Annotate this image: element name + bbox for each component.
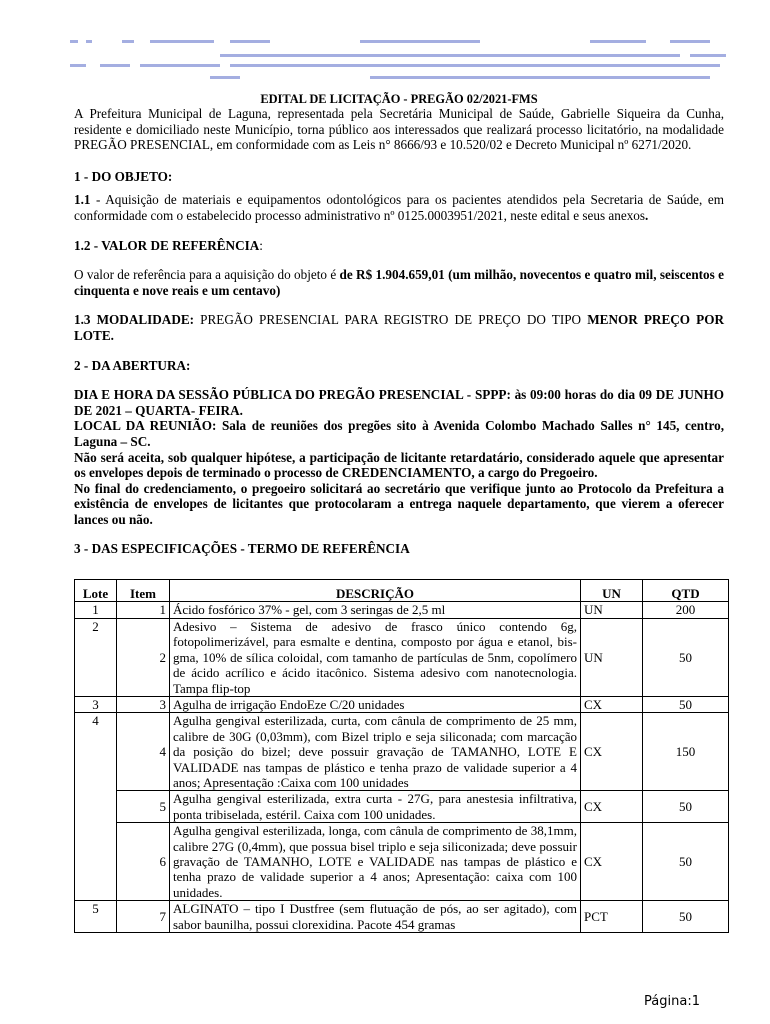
cell-descricao: Adesivo – Sistema de adesivo de frasco único contendo 6g, fotopolimerizável, para esmalte e dentina, composto por água e etanol, bis-gma, 10% de sílica coloidal, com tamanho de partículas de 5nm, copolímero de ácido acrílico e ácido itacônico. Sistema adesivo com nanotecnologia. Tampa flip-top <box>170 618 581 696</box>
cell-lote: 1 <box>75 602 117 618</box>
table-row <box>75 696 729 712</box>
cell-qtd: 200 <box>643 602 729 618</box>
cell-item: 5 <box>117 791 170 823</box>
page-number: Página:1 <box>644 994 700 1009</box>
cell-un: CX <box>581 713 643 791</box>
cell-item: 6 <box>117 823 170 901</box>
cell-lote: 2 <box>75 618 117 696</box>
header-noise-line-4 <box>70 76 726 86</box>
reference-value-lead: O valor de referência para a aquisição do objeto é <box>74 267 340 283</box>
opening-date-time: DIA E HORA DA SESSÃO PÚBLICA DO PREGÃO PRESENCIAL - SPPP: às 09:00 horas do dia 09 DE JUNHO DE 2021 – QUARTA- FEIRA. <box>74 387 724 418</box>
section-1-3-type: MENOR PREÇO POR LOTE. <box>74 312 724 343</box>
cell-lote: 3 <box>75 696 117 712</box>
col-qtd: QTD <box>643 580 729 602</box>
cell-item: 2 <box>117 618 170 696</box>
table-row <box>75 713 729 791</box>
section-1-3-label: 1.3 MODALIDADE: <box>74 312 195 328</box>
section-1-2-text <box>74 267 724 298</box>
col-un: UN <box>581 580 643 602</box>
cell-un: CX <box>581 823 643 901</box>
col-item: Item <box>117 580 170 602</box>
edital-title: EDITAL DE LICITAÇÃO - PREGÃO 02/2021-FMS <box>260 92 538 106</box>
section-3-heading: 3 - DAS ESPECIFICAÇÕES - TERMO DE REFERÊNCIA <box>74 541 410 557</box>
cell-qtd: 50 <box>643 823 729 901</box>
table-row <box>75 823 729 901</box>
section-1-1-label: 1.1 <box>74 192 91 208</box>
reference-value-amount: de R$ 1.904.659,01 (um milhão, novecentos e quatro mil, seiscentos e cinquenta e nove reais e um centavo) <box>74 267 724 298</box>
header-noise-line-2 <box>70 54 726 64</box>
section-1-1-end: . <box>645 207 649 223</box>
cell-descricao: Agulha gengival esterilizada, extra curta - 27G, para anestesia infiltrativa, ponta tribiselada, estéril. Caixa com 100 unidades. <box>170 791 581 823</box>
cell-lote: 5 <box>75 901 117 933</box>
cell-item: 1 <box>117 602 170 618</box>
cell-descricao: Agulha gengival esterilizada, longa, com cânula de comprimento de 38,1mm, calibre 27G (0,4mm), que possua bisel triplo e seja siliconizada; deve possuir gravação de TAMANHO, LOTE e VALIDADE nas tampas de plástico e tenha prazo de validade superior a 4 anos; Apresentação: caixa com 100 unidades. <box>170 823 581 901</box>
cell-lote: 4 <box>75 713 117 901</box>
reference-table <box>74 579 729 933</box>
section-1-3-text: PREGÃO PRESENCIAL PARA REGISTRO DE PREÇO DO TIPO <box>194 312 588 328</box>
section-1-2-title: 1.2 - VALOR DE REFERÊNCIA <box>74 237 260 253</box>
cell-item: 4 <box>117 713 170 791</box>
cell-descricao: Ácido fosfórico 37% - gel, com 3 seringas de 2,5 ml <box>170 602 581 618</box>
cell-un: UN <box>581 618 643 696</box>
section-1-2-heading <box>74 238 724 254</box>
cell-qtd: 50 <box>643 791 729 823</box>
section-1-3 <box>74 312 724 343</box>
table-row <box>75 602 729 618</box>
section-1-1 <box>74 192 724 223</box>
header-noise-line-3 <box>70 64 726 74</box>
table-row <box>75 901 729 933</box>
cell-item: 3 <box>117 696 170 712</box>
section-1-heading: 1 - DO OBJETO: <box>74 168 173 184</box>
cell-item: 7 <box>117 901 170 933</box>
credentialing-note: No final do credenciamento, o pregoeiro solicitará ao secretário que verifique junto ao Protocolo da Prefeitura a existência de envelopes de licitantes que protocolaram a entrega naquele departamento, que vierem a oferecer lances ou não. <box>74 480 724 527</box>
section-2-heading: 2 - DA ABERTURA: <box>74 357 191 373</box>
cell-descricao: Agulha de irrigação EndoEze C/20 unidades <box>170 696 581 712</box>
cell-descricao: ALGINATO – tipo I Dustfree (sem flutuação de pós, ao ser agitado), com sabor baunilha, possui clorexidina. Pacote 454 gramas <box>170 901 581 933</box>
header-noise-line-1 <box>70 40 726 50</box>
cell-qtd: 50 <box>643 696 729 712</box>
table-header-row <box>75 580 729 602</box>
cell-un: CX <box>581 696 643 712</box>
cell-descricao: Agulha gengival esterilizada, curta, com cânula de comprimento de 25 mm, calibre de 30G (0,03mm), com Bizel triplo e seja siliconada; com marcação da posição do bizel; deve possuir gravação de TAMANHO, LOTE E VALIDADE nas tampas de plástico e tenha prazo de validade superior a 4 anos; Apresentação :Caixa com 100 unidades <box>170 713 581 791</box>
table-row <box>75 791 729 823</box>
cell-qtd: 50 <box>643 618 729 696</box>
table-row <box>75 618 729 696</box>
col-descricao: DESCRIÇÃO <box>170 580 581 602</box>
late-bidder-notice: Não será aceita, sob qualquer hipótese, a participação de licitante retardatário, considerado aquele que apresentar os envelopes depois de terminado o processo de CREDENCIAMENTO, a cargo do Pregoeiro. <box>74 449 724 481</box>
cell-qtd: 50 <box>643 901 729 933</box>
col-lote: Lote <box>75 580 117 602</box>
meeting-location: LOCAL DA REUNIÃO: Sala de reuniões dos pregões sito à Avenida Colombo Machado Salles n° 145, centro, Laguna – SC. <box>74 418 724 449</box>
cell-un: UN <box>581 602 643 618</box>
document-body <box>74 93 724 933</box>
cell-qtd: 150 <box>643 713 729 791</box>
section-1-2-colon: : <box>259 237 263 253</box>
cell-un: PCT <box>581 901 643 933</box>
intro-paragraph: A Prefeitura Municipal de Laguna, representada pela Secretária Municipal de Saúde, Gabrielle Siqueira da Cunha, residente e domiciliado neste Município, torna público aos interessados que realizará processo licitatório, na modalidade PREGÃO PRESENCIAL, em conformidade com as Leis n° 8666/93 e 10.520/02 e Decreto Municipal nº 6271/2020. <box>74 106 724 153</box>
cell-un: CX <box>581 791 643 823</box>
section-1-1-text: - Aquisição de materiais e equipamentos odontológicos para os pacientes atendidos pela Secretaria de Saúde, em conformidade com o estabelecido processo administrativo nº 0125.0003951/2021, neste edital e seus anexos <box>74 192 724 223</box>
